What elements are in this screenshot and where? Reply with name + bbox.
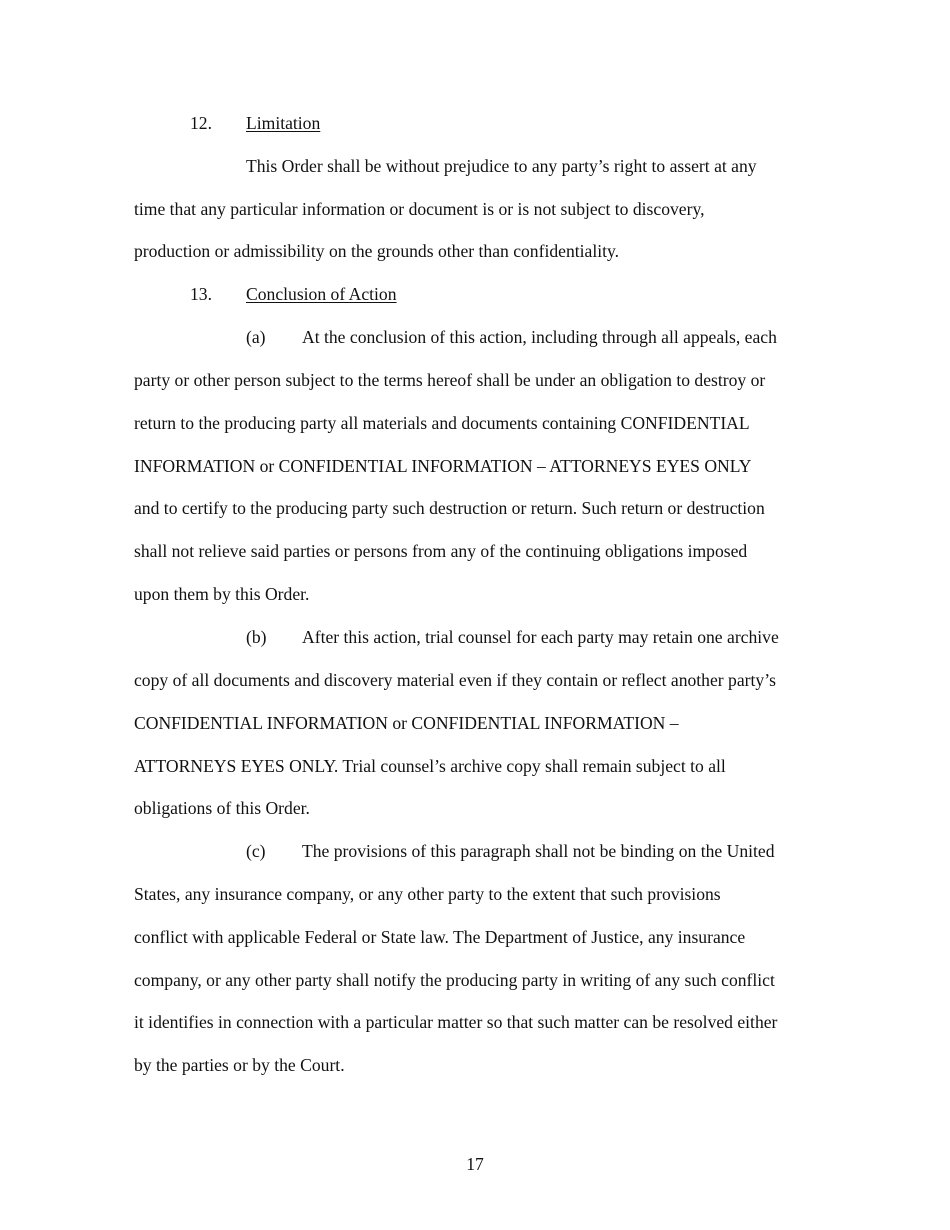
section-12-line: This Order shall be without prejudice to any party’s right to assert at any (246, 156, 757, 176)
section-12-line: production or admissibility on the grounds other than confidentiality. (134, 241, 620, 261)
subparagraph-c-line: company, or any other party shall notify the producing party in writing of any such conflict (134, 970, 775, 990)
subparagraph-b-line: ATTORNEYS EYES ONLY. Trial counsel’s archive copy shall remain subject to all (134, 756, 726, 776)
subparagraph-a-line: shall not relieve said parties or persons from any of the continuing obligations imposed (134, 541, 748, 561)
subparagraph-b-line: copy of all documents and discovery material even if they contain or reflect another party’s (134, 670, 776, 690)
page-number: 17 (466, 1154, 484, 1174)
subparagraph-b-first-line (0, 626, 950, 648)
subparagraph-b-line: obligations of this Order. (134, 798, 310, 818)
subparagraph-a-text: At the conclusion of this action, including through all appeals, each (302, 327, 777, 347)
subparagraph-c-label: (c) (246, 841, 266, 861)
subparagraph-a-line: party or other person subject to the terms hereof shall be under an obligation to destroy or (134, 370, 766, 390)
subparagraph-a-first-line (0, 326, 950, 348)
subparagraph-c-line: conflict with applicable Federal or State law. The Department of Justice, any insurance (134, 927, 746, 947)
subparagraph-c-text: The provisions of this paragraph shall not be binding on the United (302, 841, 775, 861)
subparagraph-a-label: (a) (246, 327, 266, 347)
subparagraph-b-label: (b) (246, 627, 267, 647)
section-13-heading (134, 283, 534, 305)
section-13-number: 13. (190, 284, 212, 304)
section-12-heading (134, 112, 534, 134)
subparagraph-a-line: return to the producing party all materials and documents containing CONFIDENTIAL (134, 413, 750, 433)
subparagraph-c-line: States, any insurance company, or any other party to the extent that such provisions (134, 884, 721, 904)
subparagraph-a-line: and to certify to the producing party such destruction or return. Such return or destruction (134, 498, 765, 518)
subparagraph-b-line: CONFIDENTIAL INFORMATION or CONFIDENTIAL INFORMATION – (134, 713, 679, 733)
subparagraph-c-line: by the parties or by the Court. (134, 1055, 345, 1075)
section-12-number: 12. (190, 113, 212, 133)
subparagraph-a-line: INFORMATION or CONFIDENTIAL INFORMATION – ATTORNEYS EYES ONLY (134, 456, 752, 476)
subparagraph-c-line: it identifies in connection with a particular matter so that such matter can be resolved either (134, 1012, 778, 1032)
subparagraph-c-first-line (0, 840, 950, 862)
subparagraph-b-text: After this action, trial counsel for each party may retain one archive (302, 627, 779, 647)
section-12-title: Limitation (246, 113, 321, 133)
section-13-title: Conclusion of Action (246, 284, 397, 304)
subparagraph-a-line: upon them by this Order. (134, 584, 310, 604)
section-12-line: time that any particular information or document is or is not subject to discovery, (134, 199, 705, 219)
